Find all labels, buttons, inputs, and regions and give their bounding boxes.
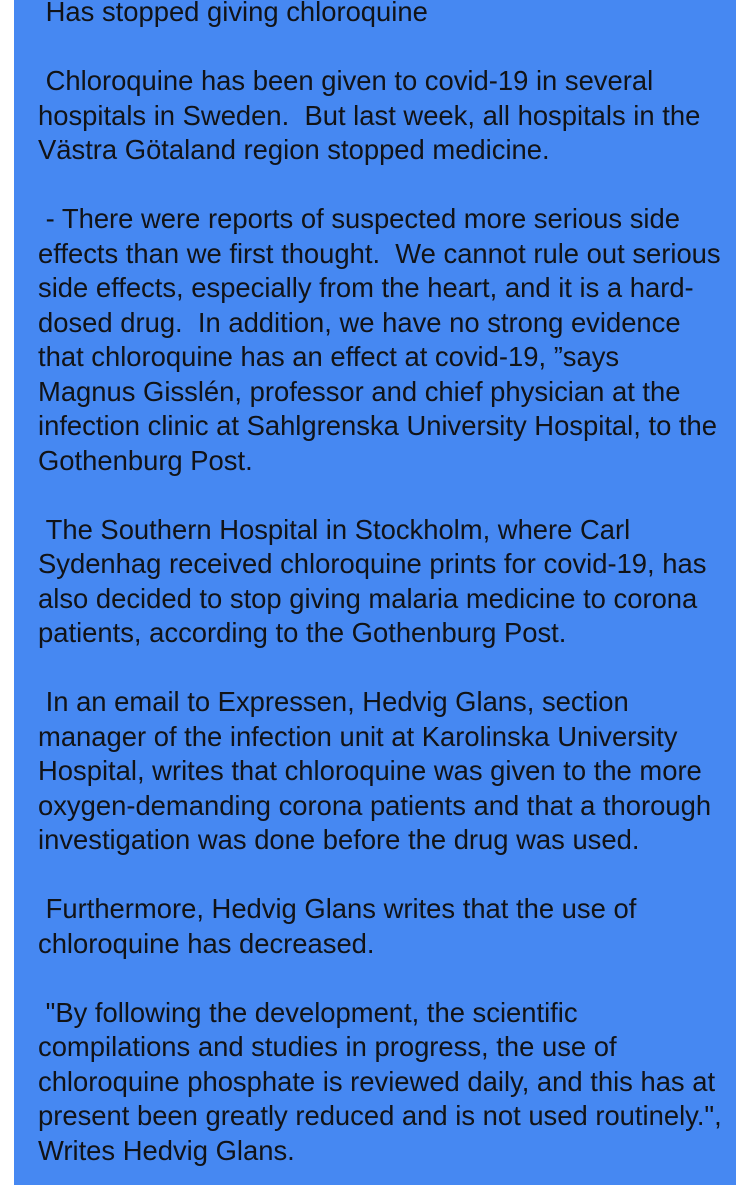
message-paragraph-6: Furthermore, Hedvig Glans writes that the use of chloroquine has decreased. bbox=[38, 893, 644, 959]
message-bubble bbox=[14, 0, 736, 1185]
bottom-margin bbox=[0, 1185, 750, 1200]
message-paragraph-4: The Southern Hospital in Stockholm, where Carl Sydenhag received chloroquine prints for covid-19, has also decided to stop giving malaria medicine to corona patients, according to the Gothenburg Post. bbox=[38, 513, 715, 648]
message-paragraph-1: Has stopped giving chloroquine bbox=[38, 0, 428, 27]
message-paragraph-2: Chloroquine has been given to covid-19 in several hospitals in Sweden. But last week, all hospitals in the Västra Götaland region stopped medicine. bbox=[38, 65, 708, 165]
message-paragraph-5: In an email to Expressen, Hedvig Glans, section manager of the infection unit at Karolinska University Hospital, writes that chloroquine was given to the more oxygen-demanding corona patients and that a thorough investigation was done before the drug was used. bbox=[38, 686, 719, 855]
message-paragraph-7: "By following the development, the scientific compilations and studies in progress, the use of chloroquine phosphate is reviewed daily, and this has at present been greatly reduced and is not used routinely.", Writes Hedvig Glans. bbox=[38, 996, 730, 1166]
message-paragraph-3: - There were reports of suspected more serious side effects than we first thought. We cannot rule out serious side effects, especially from the heart, and it is a hard-dosed drug. In addition, we have no strong evidence that chloroquine has an effect at covid-19, ”says Magnus Gisslén, professor and chief physician at the infection clinic at Sahlgrenska University Hospital, to the Gothenburg Post. bbox=[38, 203, 729, 476]
